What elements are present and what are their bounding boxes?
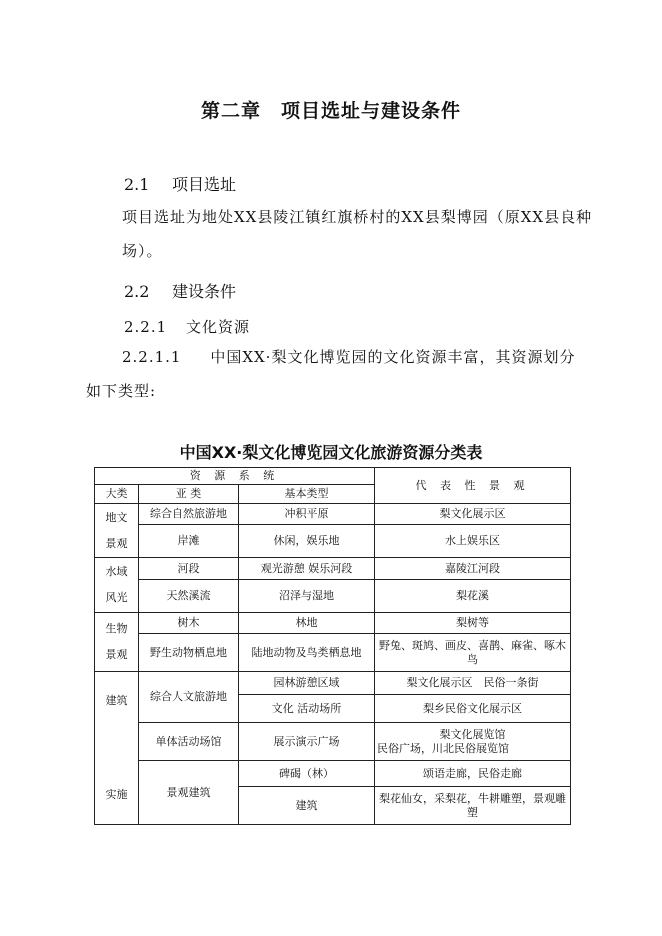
landscape-cell: 颂语走廊，民俗走廊 (375, 761, 571, 787)
sub-cell: 综合人文旅游地 (139, 672, 239, 723)
header-landscape: 代 表 性 景 观 (375, 468, 571, 504)
sub-cell: 树木 (139, 613, 239, 634)
resource-text: 中国XX·梨文化博览园的文化资源丰富，其资源划分如下类型: (86, 348, 576, 400)
sub-cell: 河段 (139, 558, 239, 580)
table-row (95, 761, 571, 787)
sub-cell: 综合自然旅游地 (139, 504, 239, 525)
landscape-cell: 梨文化展示区 民俗一条街 (375, 672, 571, 695)
table-row (95, 723, 571, 761)
table-row (95, 613, 571, 634)
landscape-cell: 梨树等 (375, 613, 571, 634)
section-number: 2.2 (124, 282, 150, 301)
basic-cell: 冲积平原 (239, 504, 375, 525)
chapter-title: 第二章 项目选址与建设条件 (200, 100, 461, 122)
landscape-cell: 梨乡民俗文化展示区 (375, 695, 571, 723)
resource-classification-table (94, 467, 571, 825)
table-row (95, 672, 571, 695)
landscape-cell: 梨花仙女，采梨花，牛耕雕塑，景观雕塑 (375, 787, 571, 825)
category-cell: 地文 景观 (95, 504, 139, 558)
landscape-cell: 嘉陵江河段 (375, 558, 571, 580)
category-cell: 水域 风光 (95, 558, 139, 613)
basic-cell: 林地 (239, 613, 375, 634)
section-number: 2.1 (124, 175, 150, 194)
table-row (95, 558, 571, 580)
basic-cell: 碑碣（林） (239, 761, 375, 787)
landscape-cell: 梨文化展示区 (375, 504, 571, 525)
header-major: 大类 (95, 485, 139, 504)
header-sub: 亚 类 (139, 485, 239, 504)
sub-cell: 单体活动场馆 (139, 723, 239, 761)
category-cell: 生物 景观 (95, 613, 139, 672)
sub-cell: 岸滩 (139, 525, 239, 558)
basic-cell: 沼泽与湿地 (239, 580, 375, 613)
table-row (95, 525, 571, 558)
table-row (95, 634, 571, 672)
basic-cell: 文化 活动场所 (239, 695, 375, 723)
landscape-cell: 梨花溪 (375, 580, 571, 613)
landscape-cell: 野兔、斑鸠、画皮、喜鹊、麻雀、啄木鸟 (375, 634, 571, 672)
sub-cell: 景观建筑 (139, 761, 239, 825)
sub-cell: 天然溪流 (139, 580, 239, 613)
landscape-cell: 梨文化展览馆 民俗广场，川北民俗展览馆 (375, 723, 571, 761)
table-row (95, 504, 571, 525)
table-title: 中国XX·梨文化博览园文化旅游资源分类表 (179, 443, 483, 462)
section-2-2-heading (124, 279, 236, 302)
section-2-2-1-heading (124, 316, 250, 337)
basic-cell: 建筑 (239, 787, 375, 825)
header-system: 资 源 系 统 (95, 468, 375, 485)
category-cell: 建筑 实施 (95, 672, 139, 825)
section-number: 2.2.1 (124, 318, 168, 336)
section-title: 建设条件 (172, 282, 237, 301)
basic-cell: 休闲，娱乐地 (239, 525, 375, 558)
section-title: 文化资源 (186, 318, 251, 336)
sub-cell: 野生动物栖息地 (139, 634, 239, 672)
basic-cell: 园林游憩区域 (239, 672, 375, 695)
basic-cell: 陆地动物及鸟类栖息地 (239, 634, 375, 672)
landscape-cell: 水上娱乐区 (375, 525, 571, 558)
resource-paragraph (86, 340, 576, 408)
table-header-row (95, 468, 571, 485)
basic-cell: 展示演示广场 (239, 723, 375, 761)
section-2-1-heading (124, 172, 236, 195)
table-row (95, 580, 571, 613)
header-basic: 基本类型 (239, 485, 375, 504)
basic-cell: 观光游憩 娱乐河段 (239, 558, 375, 580)
section-title: 项目选址 (172, 175, 237, 194)
site-paragraph: 项目选址为地处XX县陵江镇红旗桥村的XX县梨博园（原XX县良种场）。 (122, 208, 593, 260)
section-number: 2.2.1.1 (122, 348, 182, 366)
